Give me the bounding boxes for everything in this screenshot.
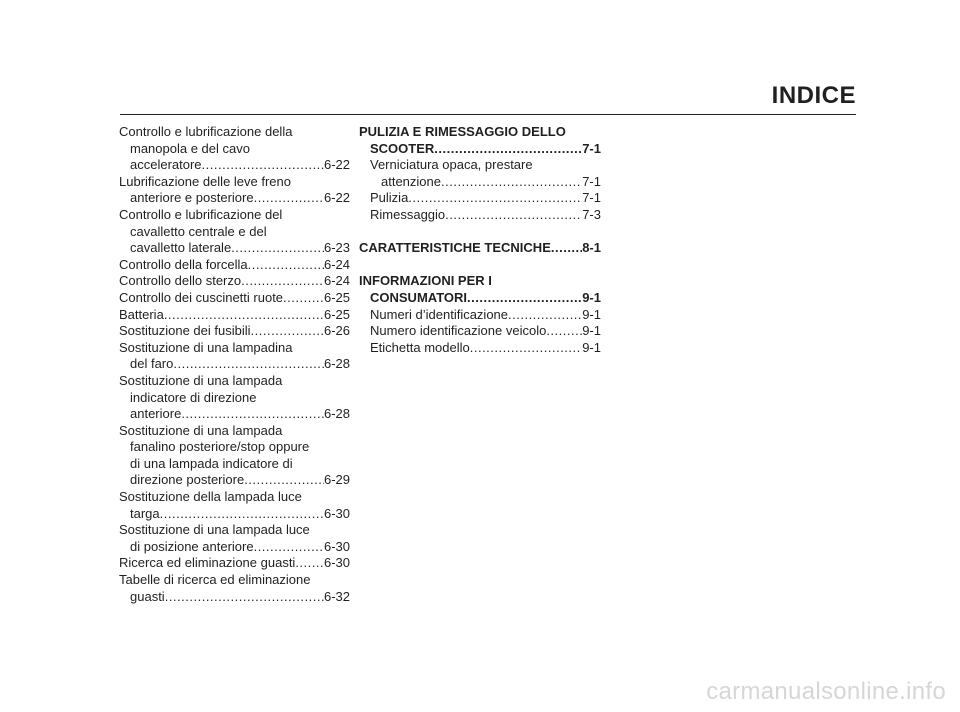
toc-entry[interactable] — [119, 423, 350, 489]
toc-entry-text: Ricerca ed eliminazione guasti — [119, 555, 296, 571]
toc-page-number: 9-1 — [582, 339, 601, 355]
toc-entry-text: Controllo e lubrificazione della — [119, 124, 293, 139]
toc-entry-text: CARATTERISTICHE TECNICHE — [359, 240, 551, 256]
dot-leader — [160, 506, 324, 523]
toc-entry-text: CONSUMATORI — [370, 289, 468, 305]
toc-entry[interactable] — [119, 207, 350, 257]
toc-entry-text: indicatore di direzione — [130, 389, 257, 405]
toc-entry[interactable] — [359, 207, 601, 224]
toc-entry-line — [119, 190, 350, 207]
toc-entry-text: Controllo e lubrificazione del — [119, 206, 283, 222]
toc-entry-text: SCOOTER — [370, 140, 435, 156]
toc-entry-line — [359, 290, 601, 307]
toc-entry-line — [359, 207, 601, 224]
toc-entry-text: INFORMAZIONI PER I — [359, 273, 492, 289]
toc-entry[interactable] — [359, 340, 601, 357]
toc-entry-text: fanalino posteriore/stop oppure — [130, 439, 310, 455]
dot-leader — [508, 307, 582, 324]
dot-leader — [408, 190, 582, 207]
toc-entry-text: guasti — [130, 588, 165, 604]
toc-entry[interactable] — [119, 572, 350, 605]
toc-entry-text: Pulizia — [370, 190, 409, 206]
toc-page-number: 6-28 — [323, 356, 350, 372]
toc-entry-text: Sostituzione di una lampada luce — [119, 522, 310, 538]
toc-left-column — [119, 124, 350, 605]
toc-entry-text: cavalletto laterale — [130, 240, 232, 256]
toc-entry[interactable] — [119, 323, 350, 340]
toc-section-heading[interactable] — [359, 124, 601, 157]
toc-page-number: 6-30 — [323, 555, 350, 571]
toc-entry-line — [359, 273, 601, 290]
toc-page-number: 7-1 — [582, 190, 601, 206]
toc-entry-line — [119, 323, 350, 340]
toc-entry-line — [359, 340, 601, 357]
toc-entry-text: manopola e del cavo — [130, 140, 250, 156]
dot-leader — [241, 273, 324, 290]
toc-page-number: 6-25 — [323, 289, 350, 305]
toc-page-number: 6-22 — [323, 157, 350, 173]
toc-entry-line — [359, 190, 601, 207]
toc-page-number: 6-30 — [323, 505, 350, 521]
toc-entry-line — [119, 522, 350, 539]
toc-entry[interactable] — [119, 522, 350, 555]
toc-entry-line — [119, 572, 350, 589]
toc-entry[interactable] — [119, 489, 350, 522]
dot-leader — [251, 323, 324, 340]
toc-page-number: 7-3 — [582, 206, 601, 222]
toc-page-number: 6-32 — [323, 588, 350, 604]
toc-page-number: 6-26 — [323, 323, 350, 339]
toc-entry-line — [119, 207, 350, 224]
toc-entry-line — [119, 539, 350, 556]
dot-leader — [546, 323, 582, 340]
toc-entry-text: Numero identificazione veicolo — [370, 323, 547, 339]
toc-entry-line — [119, 489, 350, 506]
toc-entry-line — [119, 157, 350, 174]
toc-page-number: 6-24 — [323, 273, 350, 289]
toc-entry-line — [119, 124, 350, 141]
toc-entry-text: Sostituzione di una lampada — [119, 422, 283, 438]
toc-entry-line — [119, 439, 350, 456]
toc-entry[interactable] — [119, 174, 350, 207]
dot-leader — [295, 555, 324, 572]
toc-entry-text: targa — [130, 505, 160, 521]
section-gap — [359, 224, 601, 241]
toc-entry-line — [119, 340, 350, 357]
toc-page-number: 7-1 — [582, 140, 601, 156]
toc-right-column — [359, 124, 601, 356]
toc-entry-line — [119, 174, 350, 191]
toc-entry[interactable] — [359, 190, 601, 207]
page-title: INDICE — [771, 82, 856, 109]
toc-page-number: 6-29 — [323, 472, 350, 488]
dot-leader — [445, 207, 582, 224]
dot-leader — [434, 141, 582, 158]
toc-entry[interactable] — [119, 273, 350, 290]
dot-leader — [202, 157, 324, 174]
dot-leader — [470, 340, 582, 357]
toc-entry-line — [119, 373, 350, 390]
toc-entry-line — [119, 406, 350, 423]
toc-entry[interactable] — [359, 323, 601, 340]
toc-page-number: 9-1 — [582, 306, 601, 322]
dot-leader — [467, 290, 582, 307]
dot-leader — [254, 190, 324, 207]
toc-page-number: 6-28 — [323, 406, 350, 422]
toc-entry[interactable] — [119, 307, 350, 324]
toc-entry[interactable] — [119, 124, 350, 174]
dot-leader — [248, 257, 324, 274]
toc-entry-line — [119, 589, 350, 606]
toc-entry-text: di una lampada indicatore di — [130, 455, 293, 471]
toc-entry-line — [359, 141, 601, 158]
toc-entry-line — [119, 307, 350, 324]
toc-entry-text: anteriore e posteriore — [130, 190, 254, 206]
toc-page-number: 6-24 — [323, 256, 350, 272]
toc-entry-line — [119, 472, 350, 489]
toc-entry-line — [119, 456, 350, 473]
toc-entry-line — [359, 323, 601, 340]
toc-entry[interactable] — [119, 257, 350, 274]
toc-entry-line — [359, 174, 601, 191]
dot-leader — [165, 589, 324, 606]
toc-section-heading[interactable] — [359, 273, 601, 306]
dot-leader — [164, 307, 324, 324]
toc-entry-line — [359, 157, 601, 174]
toc-page-number: 6-22 — [323, 190, 350, 206]
toc-entry-line — [359, 124, 601, 141]
dot-leader — [173, 356, 324, 373]
toc-entry[interactable] — [119, 340, 350, 373]
toc-entry-line — [119, 141, 350, 158]
toc-page-number: 6-23 — [323, 240, 350, 256]
toc-entry-text: Tabelle di ricerca ed eliminazione — [119, 572, 311, 588]
toc-entry-text: attenzione — [381, 173, 441, 189]
dot-leader — [283, 290, 324, 307]
toc-entry-line — [119, 224, 350, 241]
toc-entry[interactable] — [119, 290, 350, 307]
toc-entry-text: Sostituzione di una lampadina — [119, 339, 293, 355]
toc-page-number: 6-30 — [323, 538, 350, 554]
dot-leader — [244, 472, 324, 489]
section-gap — [359, 257, 601, 274]
toc-entry-text: del faro — [130, 356, 174, 372]
toc-entry-text: Controllo dei cuscinetti ruote — [119, 289, 284, 305]
toc-entry-text: Numeri d’identificazione — [370, 306, 509, 322]
toc-entry-line — [359, 307, 601, 324]
dot-leader — [441, 174, 582, 191]
toc-entry-text: cavalletto centrale e del — [130, 223, 267, 239]
watermark: carmanualsonline.info — [706, 678, 946, 705]
toc-entry-line — [119, 290, 350, 307]
dot-leader — [181, 406, 324, 423]
toc-entry-line — [119, 240, 350, 257]
toc-entry-text: direzione posteriore — [130, 472, 245, 488]
toc-entry-text: Sostituzione di una lampada — [119, 372, 283, 388]
toc-entry[interactable] — [359, 157, 601, 190]
dot-leader — [254, 539, 324, 556]
toc-entry-line — [359, 240, 601, 257]
toc-page-number: 9-1 — [582, 289, 601, 305]
toc-entry-line — [119, 257, 350, 274]
toc-entry[interactable] — [359, 307, 601, 324]
toc-entry-line — [119, 555, 350, 572]
toc-entry-line — [119, 423, 350, 440]
toc-entry-text: anteriore — [130, 406, 182, 422]
toc-entry-line — [119, 390, 350, 407]
toc-entry-line — [119, 356, 350, 373]
toc-entry-text: Sostituzione della lampada luce — [119, 489, 302, 505]
toc-entry-line — [119, 273, 350, 290]
toc-page-number: 7-1 — [582, 173, 601, 189]
toc-entry-text: Verniciatura opaca, prestare — [370, 157, 533, 173]
toc-entry-text: Etichetta modello — [370, 339, 470, 355]
toc-entry-text: Controllo dello sterzo — [119, 273, 242, 289]
toc-page-number: 9-1 — [582, 323, 601, 339]
toc-entry-text: Rimessaggio — [370, 206, 446, 222]
toc-entry-text: Sostituzione dei fusibili — [119, 323, 251, 339]
title-rule — [120, 114, 856, 115]
toc-entry-text: Lubrificazione delle leve freno — [119, 173, 291, 189]
toc-entry-text: PULIZIA E RIMESSAGGIO DELLO — [359, 124, 566, 139]
toc-entry[interactable] — [119, 373, 350, 423]
toc-section-heading[interactable] — [359, 240, 601, 257]
toc-entry-line — [119, 506, 350, 523]
toc-page-number: 6-25 — [323, 306, 350, 322]
toc-entry-text: acceleratore — [130, 157, 202, 173]
toc-entry[interactable] — [119, 555, 350, 572]
dot-leader — [551, 240, 582, 257]
dot-leader — [231, 240, 324, 257]
toc-entry-text: di posizione anteriore — [130, 538, 254, 554]
toc-entry-text: Controllo della forcella — [119, 256, 248, 272]
toc-page-number: 8-1 — [582, 240, 601, 256]
toc-entry-text: Batteria — [119, 306, 164, 322]
